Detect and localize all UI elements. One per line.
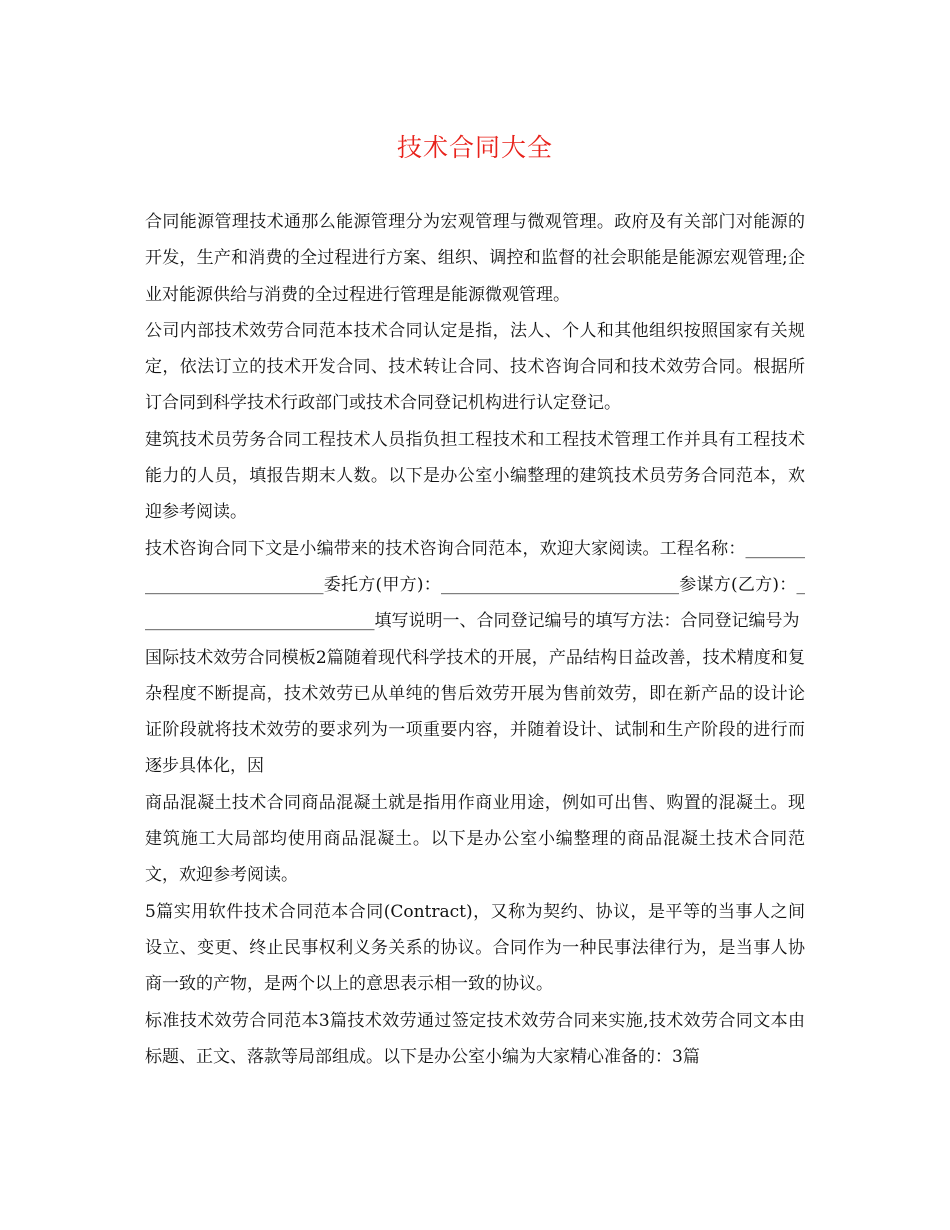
paragraph: 公司内部技术效劳合同范本技术合同认定是指，法人、个人和其他组织按照国家有关规定，依法订立的技术开发合同、技术转让合同、技术咨询合同和技术效劳合同。根据所订合同到科学技术行政部门或技术合同登记机构进行认定登记。 [145,320,805,414]
paragraph: 合同能源管理技术通那么能源管理分为宏观管理与微观管理。政府及有关部门对能源的开发，生产和消费的全过程进行方案、组织、调控和监督的社会职能是能源宏观管理;企业对能源供给与消费的全过程进行管理是能源微观管理。 [145,212,805,305]
document-body [145,204,805,1075]
paragraph: 5篇实用软件技术合同范本合同(Contract)，又称为契约、协议，是平等的当事人之间设立、变更、终止民事权利义务关系的协议。合同作为一种民事法律行为，是当事人协商一致的产物，是两个以上的意思表示相一致的协议。 [145,901,805,995]
document-title: 技术合同大全 [396,133,553,162]
paragraph: 建筑技术员劳务合同工程技术人员指负担工程技术和工程技术管理工作并具有工程技术能力的人员，填报告期末人数。以下是办公室小编整理的建筑技术员劳务合同范本，欢迎参考阅读。 [145,429,805,523]
paragraph: 技术咨询合同下文是小编带来的技术咨询合同范本，欢迎大家阅读。工程名称：____________________________委托方(甲方)：____________________________参谋方(乙方)：____________________________填写说明一、合同登记编号的填写方法：合同登记编号为 [145,538,805,632]
paragraph: 商品混凝土技术合同商品混凝土就是指用作商业用途，例如可出售、购置的混凝土。现建筑施工大局部均使用商品混凝土。以下是办公室小编整理的商品混凝土技术合同范文，欢迎参考阅读。 [145,792,805,886]
paragraph: 国际技术效劳合同模板2篇随着现代科学技术的开展，产品结构日益改善，技术精度和复杂程度不断提高，技术效劳已从单纯的售后效劳开展为售前效劳，即在新产品的设计论证阶段就将技术效劳的要求列为一项重要内容，并随着设计、试制和生产阶段的进行而逐步具体化，因 [145,647,805,777]
paragraph: 标准技术效劳合同范本3篇技术效劳通过签定技术效劳合同来实施,技术效劳合同文本由标题、正文、落款等局部组成。以下是办公室小编为大家精心准备的：3篇 [145,1010,805,1067]
